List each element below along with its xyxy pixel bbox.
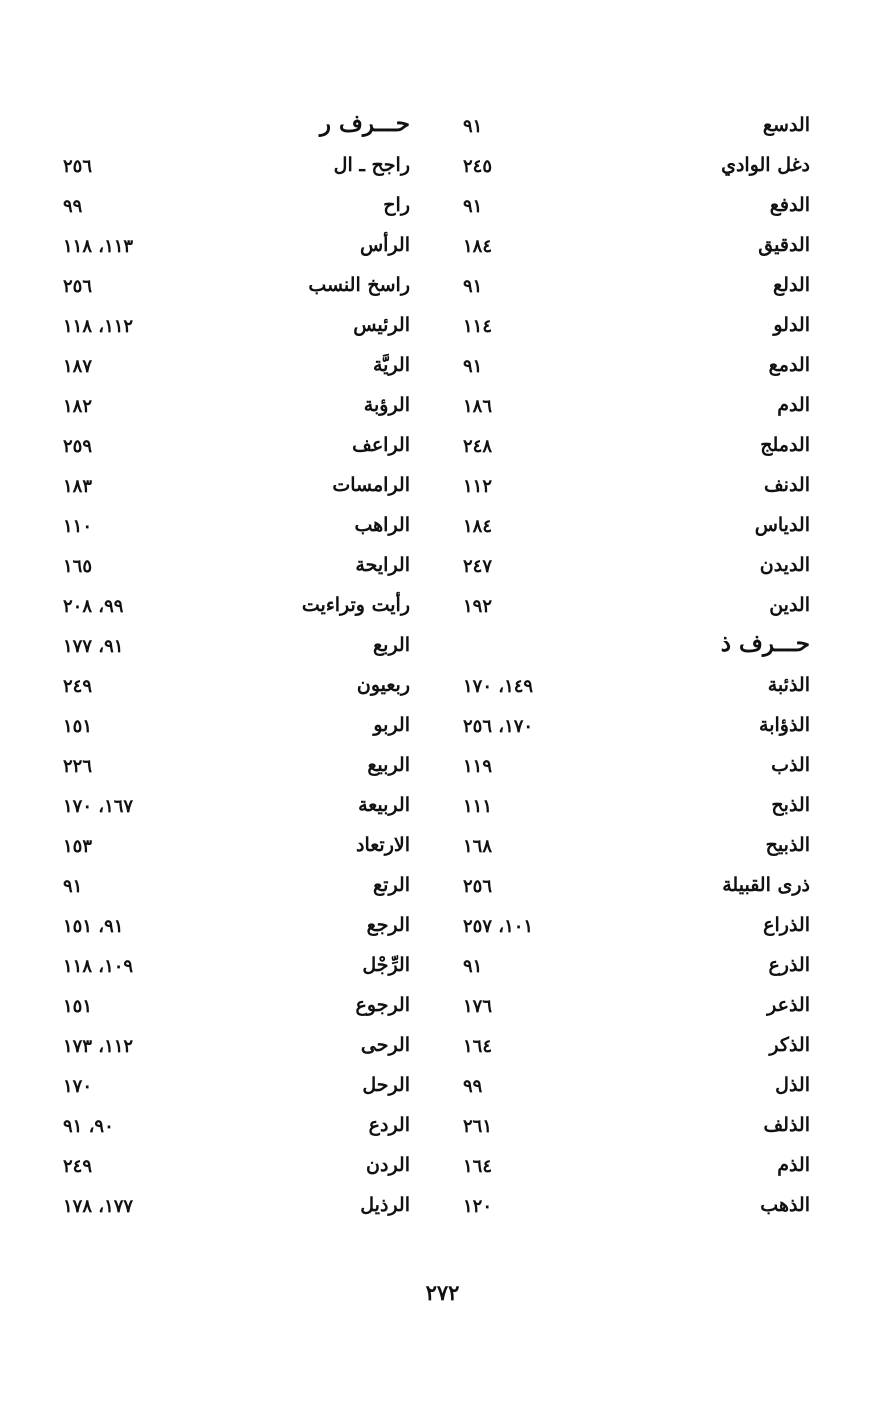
index-entry xyxy=(455,348,810,388)
index-entry xyxy=(455,828,810,868)
index-term: الذل xyxy=(775,1074,810,1096)
index-entry xyxy=(455,428,810,468)
index-term: الذرع xyxy=(768,954,810,976)
index-term: الديدن xyxy=(759,554,810,576)
index-entry xyxy=(455,108,810,148)
index-term: الدين xyxy=(769,594,810,616)
index-page-refs: ١٦٤ xyxy=(463,1036,493,1057)
index-entry xyxy=(55,748,410,788)
index-page-refs: ٢٥٦ xyxy=(63,276,93,297)
index-term: راسخ النسب xyxy=(308,274,410,296)
index-page-refs: ٩١ xyxy=(463,356,483,377)
index-page-refs: ٩١، ١٥١ xyxy=(63,916,124,937)
index-page-refs: ١٦٤ xyxy=(463,1156,493,1177)
index-entry xyxy=(455,228,810,268)
right-column-bottom-entries xyxy=(455,668,810,1228)
index-page-refs: ٩١ xyxy=(463,196,483,217)
index-term: الرؤبة xyxy=(363,394,410,416)
index-page-refs: ١٨٦ xyxy=(463,396,493,417)
index-page-refs: ١٦٧، ١٧٠ xyxy=(63,796,134,817)
left-column xyxy=(55,108,410,1228)
index-entry xyxy=(455,748,810,788)
index-term: الراهب xyxy=(354,514,410,536)
index-term: الذكر xyxy=(769,1034,810,1056)
index-page-refs: ١١٤ xyxy=(463,316,493,337)
index-page-refs: ١٤٩، ١٧٠ xyxy=(463,676,534,697)
index-page-refs: ١٠٩، ١١٨ xyxy=(63,956,134,977)
index-entry xyxy=(455,1108,810,1148)
index-term: الدمع xyxy=(768,354,810,376)
index-page-refs: ٢٥٦ xyxy=(463,876,493,897)
index-term: الربيعة xyxy=(358,794,410,816)
index-term: الرتع xyxy=(373,874,410,896)
index-page-refs: ٢٤٩ xyxy=(63,676,93,697)
index-entry xyxy=(455,188,810,228)
index-page-refs: ١٦٥ xyxy=(63,556,93,577)
index-entry xyxy=(455,268,810,308)
index-entry xyxy=(55,1148,410,1188)
index-term: الدلو xyxy=(773,314,810,336)
index-entry xyxy=(455,388,810,428)
index-term: الردع xyxy=(368,1114,410,1136)
index-page-refs: ٩١ xyxy=(63,876,83,897)
index-term: الذلف xyxy=(763,1114,810,1136)
index-entry xyxy=(55,1108,410,1148)
index-term: دغل الوادي xyxy=(721,154,810,176)
index-page-refs: ٩١ xyxy=(463,116,483,137)
index-entry xyxy=(55,828,410,868)
index-entry xyxy=(455,508,810,548)
right-column-top-entries xyxy=(455,108,810,628)
index-page-refs: ١١١ xyxy=(463,796,493,817)
index-entry xyxy=(455,668,810,708)
index-page-refs: ١٥١ xyxy=(63,716,93,737)
index-term: الرجع xyxy=(366,914,410,936)
index-term: الارتعاد xyxy=(356,834,410,856)
index-page-refs: ١٨٤ xyxy=(463,236,493,257)
index-entry xyxy=(55,708,410,748)
section-heading-label: حـــرف ر xyxy=(319,110,410,137)
index-entry xyxy=(455,988,810,1028)
index-entry xyxy=(455,868,810,908)
index-page-refs: ١٥١ xyxy=(63,996,93,1017)
index-entry xyxy=(55,508,410,548)
index-entry xyxy=(55,228,410,268)
index-page-refs: ١٦٨ xyxy=(463,836,493,857)
index-entry xyxy=(455,468,810,508)
index-page-refs: ١٧٦ xyxy=(463,996,493,1017)
index-entry xyxy=(455,1148,810,1188)
index-page-refs: ٩١، ١٧٧ xyxy=(63,636,124,657)
index-page-refs: ١١٣، ١١٨ xyxy=(63,236,134,257)
index-page-refs: ١٥٣ xyxy=(63,836,93,857)
index-entry xyxy=(455,708,810,748)
index-term: الدم xyxy=(777,394,810,416)
index-term: الدسع xyxy=(762,114,810,136)
index-page-refs: ١١٠ xyxy=(63,516,93,537)
index-term: الذبيح xyxy=(765,834,810,856)
index-page-refs: ٢٤٩ xyxy=(63,1156,93,1177)
index-entry xyxy=(55,668,410,708)
index-term: الرجوع xyxy=(355,994,410,1016)
index-term: ربعيون xyxy=(356,674,410,696)
index-entry xyxy=(55,868,410,908)
index-entry xyxy=(55,948,410,988)
index-entry xyxy=(455,548,810,588)
index-term: الربيع xyxy=(367,754,410,776)
index-term: راجح ـ ال xyxy=(333,154,410,176)
index-term: ذرى القبيلة xyxy=(722,874,810,896)
index-entry xyxy=(55,348,410,388)
index-entry xyxy=(455,1188,810,1228)
page-number: ٢٧٢ xyxy=(425,1280,460,1305)
index-page-refs: ١١٢، ١١٨ xyxy=(63,316,134,337)
index-term: الرايحة xyxy=(355,554,410,576)
index-term: الذئبة xyxy=(767,674,810,696)
index-term: الراعف xyxy=(352,434,410,456)
index-page-refs: ٢٤٨ xyxy=(463,436,493,457)
section-heading-label: حـــرف ذ xyxy=(720,630,810,657)
index-entry xyxy=(55,188,410,228)
index-term: الذعر xyxy=(767,994,810,1016)
section-heading-ra xyxy=(55,108,410,148)
index-entry xyxy=(55,1188,410,1228)
index-page-refs: ١٨٢ xyxy=(63,396,93,417)
index-page-refs: ١٧٧، ١٧٨ xyxy=(63,1196,134,1217)
index-page-refs: ٢٤٧ xyxy=(463,556,493,577)
index-page-refs: ٢٦١ xyxy=(463,1116,493,1137)
index-page-refs: ٩٠، ٩١ xyxy=(63,1116,114,1137)
index-term: الذبح xyxy=(771,794,810,816)
left-column-entries xyxy=(55,148,410,1228)
index-term: رأيت وتراءيت xyxy=(301,594,410,616)
index-entry xyxy=(55,788,410,828)
index-term: الدفع xyxy=(769,194,810,216)
index-page-refs: ١٠١، ٢٥٧ xyxy=(463,916,534,937)
index-page-refs: ٢٤٥ xyxy=(463,156,493,177)
index-entry xyxy=(455,1028,810,1068)
index-entry xyxy=(55,908,410,948)
index-term: الرأس xyxy=(359,234,410,256)
index-page-refs: ٢٥٩ xyxy=(63,436,93,457)
right-column xyxy=(455,108,810,1228)
index-page-refs: ١٢٠ xyxy=(463,1196,493,1217)
index-entry xyxy=(55,388,410,428)
index-term: الدلع xyxy=(773,274,810,296)
index-page-refs: ١١٢ xyxy=(463,476,493,497)
index-entry xyxy=(455,1068,810,1108)
index-term: الرئيس xyxy=(353,314,410,336)
index-entry xyxy=(455,788,810,828)
index-entry xyxy=(55,988,410,1028)
index-page-refs: ٩٩، ٢٠٨ xyxy=(63,596,124,617)
index-entry xyxy=(55,148,410,188)
index-entry xyxy=(455,588,810,628)
index-term: الرامسات xyxy=(332,474,410,496)
index-page-refs: ١١٢، ١٧٣ xyxy=(63,1036,134,1057)
index-entry xyxy=(455,148,810,188)
index-term: الرحل xyxy=(362,1074,410,1096)
index-page-refs: ١٧٠ xyxy=(63,1076,93,1097)
index-entry xyxy=(55,548,410,588)
index-term: الربع xyxy=(373,634,410,656)
index-page-refs: ٩٩ xyxy=(463,1076,483,1097)
index-page-refs: ٢٢٦ xyxy=(63,756,93,777)
index-term: الرذيل xyxy=(360,1194,410,1216)
index-term: الذؤابة xyxy=(759,714,810,736)
index-page-refs: ٩١ xyxy=(463,276,483,297)
index-term: الردن xyxy=(366,1154,410,1176)
index-term: الدملج xyxy=(760,434,810,456)
index-entry xyxy=(55,1028,410,1068)
index-entry xyxy=(55,468,410,508)
index-entry xyxy=(55,268,410,308)
index-page-refs: ١٨٧ xyxy=(63,356,93,377)
index-term: راح xyxy=(383,194,410,216)
index-entry xyxy=(55,588,410,628)
index-term: الذهب xyxy=(760,1194,810,1216)
index-term: الدقيق xyxy=(758,234,810,256)
index-page-refs: ٩٩ xyxy=(63,196,83,217)
index-term: الذب xyxy=(771,754,810,776)
index-entry xyxy=(55,308,410,348)
section-heading-dhal xyxy=(455,628,810,668)
index-page-refs: ٩١ xyxy=(463,956,483,977)
index-page-refs: ١٧٠، ٢٥٦ xyxy=(463,716,534,737)
index-term: الربو xyxy=(373,714,410,736)
index-page-refs: ١٨٤ xyxy=(463,516,493,537)
index-term: الذم xyxy=(777,1154,810,1176)
index-term: الريَّة xyxy=(372,354,410,376)
index-term: الدنف xyxy=(764,474,810,496)
index-entry xyxy=(55,428,410,468)
index-term: الرحى xyxy=(360,1034,410,1056)
index-page-refs: ١٩٢ xyxy=(463,596,493,617)
index-page-refs: ١١٩ xyxy=(463,756,493,777)
index-page-refs: ٢٥٦ xyxy=(63,156,93,177)
index-entry xyxy=(55,628,410,668)
index-term: الرِّجْل xyxy=(362,954,410,976)
index-entry xyxy=(455,908,810,948)
index-term: الدياس xyxy=(754,514,810,536)
index-entry xyxy=(455,948,810,988)
index-term: الذراع xyxy=(763,914,810,936)
index-page-refs: ١٨٣ xyxy=(63,476,93,497)
index-entry xyxy=(55,1068,410,1108)
index-entry xyxy=(455,308,810,348)
